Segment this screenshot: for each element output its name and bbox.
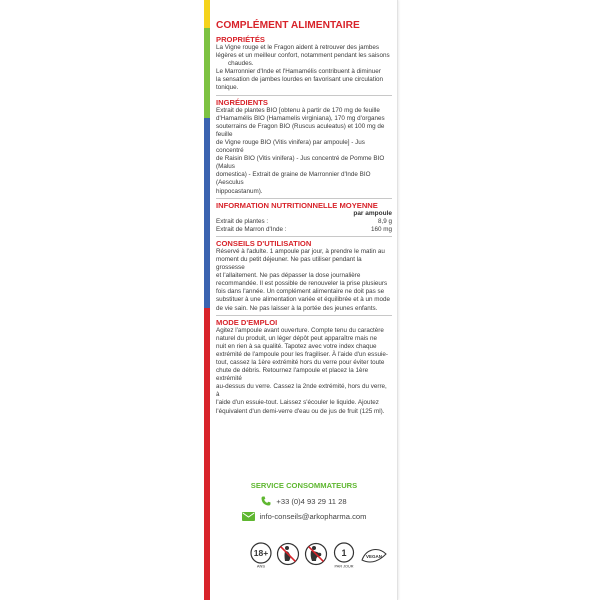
text-line: l'équivalent d'un demi-verre d'eau ou de jus de fruit (125 ml).	[216, 407, 385, 415]
no-pregnancy-icon	[276, 542, 300, 568]
text-line: Réservé à l'adulte. 1 ampoule par jour, à prendre le matin au	[216, 247, 385, 255]
consumer-service	[216, 481, 392, 521]
divider	[216, 315, 392, 316]
text-line: Agitez l'ampoule avant ouverture. Compte tenu du caractère	[216, 326, 384, 334]
divider	[216, 198, 392, 199]
section-heading-nutrition: INFORMATION NUTRITIONNELLE MOYENNE	[216, 200, 378, 210]
text-line: nuit en rien à sa qualité. Tapotez avec votre index chaque	[216, 342, 377, 350]
age-badge-text: 18+	[253, 548, 269, 558]
dose-badge-text: 1	[341, 548, 347, 558]
service-title: SERVICE CONSOMMATEURS	[250, 481, 358, 490]
text-line: Extrait de plantes BIO [obtenu à partir de 170 mg de feuille	[216, 106, 380, 114]
text-line: extrémité de l'ampoule pour les fragiliser. À l'aide d'un essuie-	[216, 350, 388, 358]
text-line: légères et un meilleur confort, notamment pendant les saisons	[216, 52, 390, 60]
text-line: au-dessus du verre. Cassez la 2nde extrémité, hors du verre, à	[216, 383, 387, 399]
ingredients-text	[216, 107, 392, 196]
email-contact	[216, 512, 392, 521]
one-per-day-icon	[332, 542, 356, 568]
section-heading-mode: MODE D'EMPLOI	[216, 317, 278, 327]
text-line: naturel du produit, un léger dépôt peut apparaître mais ne	[216, 334, 378, 342]
section-heading-properties: PROPRIÉTÉS	[216, 35, 265, 44]
nutrition-label: Extrait de plantes :	[216, 217, 269, 225]
phone-contact	[216, 496, 392, 506]
phone-number: +33 (0)4 93 29 11 28	[276, 496, 347, 506]
nutrition-row	[216, 218, 392, 226]
text-line: de Vigne rouge BIO (Vitis vinifera) par ampoule] - Jus concentré	[216, 138, 365, 155]
text-line: domestica) - Extrait de graine de Marronnier d'Inde BIO (Aesculus	[216, 171, 371, 187]
phone-icon	[261, 496, 271, 506]
text-line: fois dans l'année. Un complément alimentaire ne doit pas se	[216, 288, 385, 296]
text-line: chaudes.	[228, 60, 254, 68]
divider	[216, 95, 392, 96]
age-18-plus-icon	[250, 542, 272, 568]
text-line: tonique.	[216, 84, 239, 92]
age-badge-sub: ANS	[256, 563, 266, 568]
text-line: moment du petit déjeuner. Ne pas utiliser pendant la grossesse	[216, 255, 362, 272]
vegan-leaf-icon	[360, 544, 388, 568]
dose-badge-sub: PAR JOUR	[334, 564, 354, 568]
email-address: info-conseils@arkopharma.com	[259, 512, 367, 521]
vegan-label: VEGAN	[365, 554, 383, 559]
section-heading-ingredients: INGRÉDIENTS	[216, 97, 268, 107]
text-line: l'aide d'un essuie-tout. Laissez s'écouler le liquide. Ajoutez	[216, 399, 379, 407]
text-line: de vie sain. Ne pas laisser à la portée des jeunes enfants.	[216, 304, 378, 312]
usage-text	[216, 248, 392, 313]
panel-content	[216, 20, 392, 416]
no-breastfeeding-icon	[304, 542, 328, 568]
nutrition-row	[216, 226, 392, 234]
text-line: de Raisin BIO (Vitis vinifera) - Jus concentré de Pomme BIO (Malus	[216, 155, 385, 171]
nutrition-label: Extrait de Marron d'Inde :	[216, 225, 287, 233]
section-heading-usage: CONSEILS D'UTILISATION	[216, 238, 312, 248]
text-line: d'Hamamélis BIO (Hamamelis virginiana), 170 mg d'organes	[216, 114, 385, 122]
properties-text	[216, 44, 392, 93]
text-line: la sensation de jambes lourdes en favorisant une circulation	[216, 76, 383, 84]
pictogram-row	[250, 542, 368, 570]
mode-text	[216, 327, 392, 416]
nutrition-value: 160 mg	[370, 225, 392, 233]
text-line: hippocastanum).	[216, 187, 263, 195]
panel-title: COMPLÉMENT ALIMENTAIRE	[216, 20, 360, 31]
divider	[216, 236, 392, 237]
text-line: La Vigne rouge et le Fragon aident à retrouver des jambes	[216, 44, 380, 51]
text-line: recommandée. Il est possible de renouveler la prise plusieurs	[216, 280, 388, 288]
text-line: tout, cassez la 1ère extrémité hors du verre pour éviter toute	[216, 359, 385, 366]
nutrition-value: 8,9 g	[377, 217, 392, 225]
text-line: souterrains de Fragon BIO (Ruscus aculeatus) et 100 mg de feuille	[216, 122, 385, 138]
envelope-icon	[242, 512, 255, 521]
text-line: chute de débris. Retournez l'ampoule et placez la 1ère extrémité	[216, 367, 369, 383]
text-line: Le Marronnier d'Inde et l'Hamamélis contribuent à diminuer	[216, 68, 381, 76]
text-line: et l'allaitement. Ne pas dépasser la dose journalière	[216, 272, 361, 280]
text-line: substituer à une alimentation variée et équilibrée et à un mode	[216, 296, 390, 304]
nutrition-per-label: par ampoule	[353, 209, 392, 217]
